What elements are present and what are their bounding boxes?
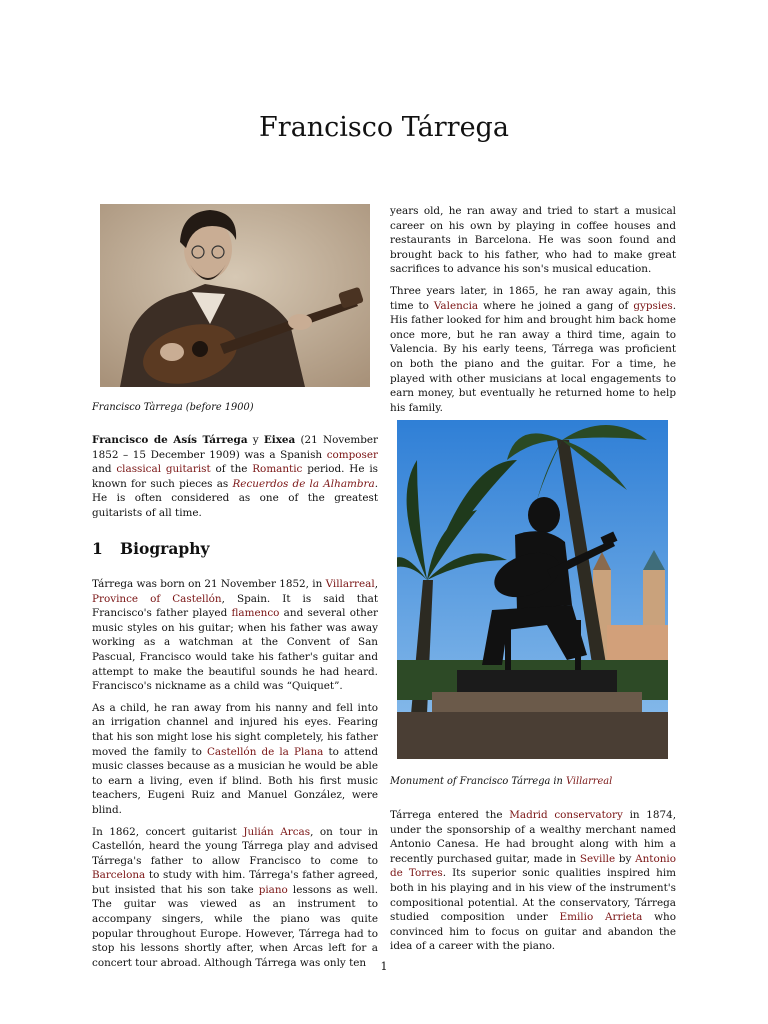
tarrega-portrait-photo — [100, 204, 370, 387]
intro-paragraph — [92, 433, 378, 521]
bio-text: , Spain. It is said that Francisco's father played — [92, 592, 379, 620]
link-madrid-conservatory[interactable]: Madrid conservatory — [509, 809, 623, 821]
bio-text: in 1874, under the sponsorship of a wealthy merchant named Antonio Canesa. He had brought along with him a recently purchased guitar, made in — [390, 809, 677, 865]
biography-left-column — [92, 577, 378, 977]
intro-text: and — [92, 463, 117, 476]
bio-paragraph-2 — [92, 701, 378, 818]
section-title: Biography — [120, 539, 210, 558]
monument-caption — [390, 775, 676, 788]
bio-text: , on tour in Castellón, heard the young Tárrega play and advised Tárrega's father to allow Francisco to come to — [92, 825, 378, 867]
bio-text: , — [374, 578, 378, 590]
link-recuerdos[interactable]: Recuerdos de la Alhambra — [232, 477, 375, 490]
link-romantic[interactable]: Romantic — [252, 463, 303, 476]
bio-text: Tárrega entered the — [390, 809, 510, 821]
bio-text: lessons as well. The guitar was viewed as an instrument to accompany singers, while the piano was quite popular throughout Europe. However, Tárrega had to stop his lessons shortly after, when Arcas left for a concert tour abroad. Although Tárrega was only ten — [92, 883, 378, 969]
subject-name: Francisco de Asís Tárrega — [92, 434, 248, 446]
bio-paragraph-1 — [92, 577, 378, 694]
bio-text: and several other music styles on his guitar; when his father was away working as a watchman at the Convent of San Pascual, Francisco would take his father's guitar and attempt to make the beautiful sounds he had heard. Francisco's nickname as a child was “Quiquet”. — [92, 607, 378, 693]
bio-text: Tárrega was born on 21 November 1852, in — [92, 578, 326, 590]
section-number: 1 — [92, 539, 103, 558]
intro-text: (21 November 1852 – 15 December 1909) was a Spanish — [92, 434, 378, 461]
bio-text: who convinced him to focus on guitar and abandon the idea of a career with the piano. — [390, 911, 676, 953]
biography-right-column-top — [390, 204, 676, 422]
link-classical-guitarist[interactable]: classical guitarist — [116, 463, 211, 476]
bio-text: where he joined a gang of — [478, 299, 634, 312]
link-valencia[interactable]: Valencia — [433, 299, 479, 312]
intro-text: . He is often considered as one of the greatest guitarists of all time. — [92, 477, 378, 519]
subject-conj: y — [252, 434, 259, 446]
monument-photo — [397, 420, 668, 759]
right-paragraph-1: years old, he ran away and tried to start a musical career on his own by playing in coffee houses and restaurants in Barcelona. He was soon found and brought back to his father, who had to make great sacrifices to advance his son's musical education. — [390, 205, 676, 276]
section-heading-biography — [92, 539, 378, 559]
link-piano[interactable]: piano — [258, 883, 288, 896]
page-number: 1 — [380, 960, 388, 973]
bio-text: to study with him. Tárrega's father agreed, but insisted that his son take — [92, 869, 378, 896]
link-barcelona[interactable]: Barcelona — [92, 869, 146, 882]
link-province-castellon[interactable]: Province of Castellón — [92, 592, 222, 605]
bio-text: . Its superior sonic qualities inspired him both in his playing and in his view of the instrument's compositional potential. At the conservatory, Tárrega studied composition under — [390, 867, 676, 924]
subject-surname: Eixea — [263, 434, 296, 446]
biography-right-column-bottom — [390, 808, 676, 961]
link-julian-arcas[interactable]: Julián Arcas — [243, 825, 311, 838]
link-castellon-plana[interactable]: Castellón de la Plana — [206, 745, 324, 758]
link-villarreal-caption[interactable]: Villarreal — [565, 776, 613, 787]
bio-text: by — [615, 852, 636, 865]
link-composer[interactable]: composer — [326, 448, 378, 461]
bio-text: In 1862, concert guitarist — [92, 825, 244, 838]
intro-block — [92, 433, 378, 528]
bio-text: Three years later, in 1865, he ran away again, this time to — [390, 284, 676, 312]
portrait-caption: Francisco Tàrrega (before 1900) — [92, 402, 254, 413]
bio-text: to attend music classes because as a musician he would be able to earn a living, even if blind. Both his first music teachers, Eugeni Ruiz and Manuel González, were blind. — [92, 745, 378, 816]
bio-text: As a child, he ran away from his nanny and fell into an irrigation channel and injured his eyes. Fearing that his son might lose his sight completely, his father moved the family to — [92, 701, 378, 758]
intro-text: period. He is known for such pieces as — [92, 463, 378, 490]
bio-text: . His father looked for him and brought him back home once more, but he ran away a third time, again to Valencia. By his early teens, Tárrega was proficient on both the piano and the guitar. For a time, he played with other musicians at local engagements to earn money, but eventually he returned home to help his family. — [390, 299, 676, 414]
link-antonio-de-torres[interactable]: Antonio de Torres — [390, 852, 676, 880]
link-gypsies[interactable]: gypsies — [633, 299, 673, 312]
bio-paragraph-3 — [92, 825, 378, 971]
right-paragraph-2 — [390, 284, 676, 415]
link-emilio-arrieta[interactable]: Emilio Arrieta — [559, 911, 643, 924]
right-paragraph-3 — [390, 808, 676, 954]
intro-text: of the — [210, 463, 253, 476]
page-title: Francisco Tárrega — [259, 112, 509, 143]
monument-caption-text: Monument of Francisco Tárrega in — [390, 776, 566, 787]
link-flamenco[interactable]: flamenco — [231, 607, 280, 620]
link-seville[interactable]: Seville — [579, 852, 616, 865]
link-villarreal[interactable]: Villarreal — [325, 578, 375, 590]
